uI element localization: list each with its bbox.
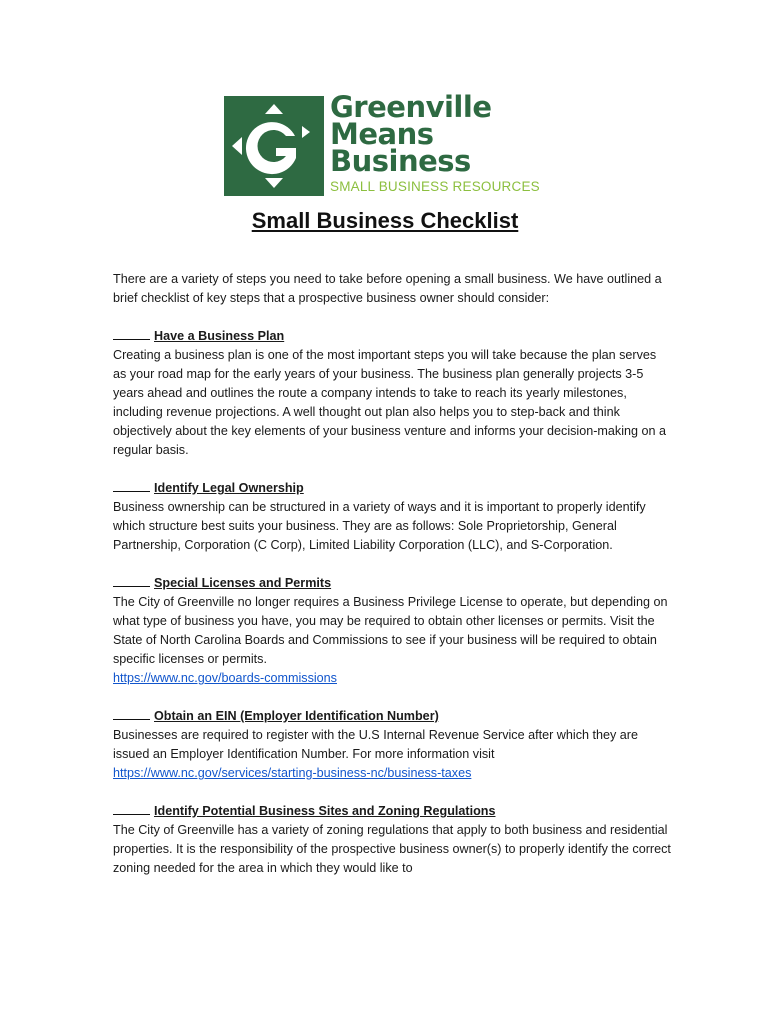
logo-tagline: SMALL BUSINESS RESOURCES xyxy=(330,179,540,194)
checkbox-blank xyxy=(113,327,150,340)
section-heading xyxy=(113,574,673,593)
logo-wordmark-line2: Means xyxy=(330,117,434,151)
checklist-item-legal-ownership xyxy=(113,479,673,555)
section-heading xyxy=(113,802,673,821)
intro-paragraph: There are a variety of steps you need to take before opening a small business. We have outlined a brief checklist of key steps that a prospective business owner should consider: xyxy=(113,272,662,305)
section-heading xyxy=(113,479,673,498)
section-title: Identify Legal Ownership xyxy=(154,481,304,495)
business-taxes-link[interactable]: https://www.nc.gov/services/starting-business-nc/business-taxes xyxy=(113,766,472,780)
section-body: Business ownership can be structured in a variety of ways and it is important to properly identify which structure best suits your business. They are as follows: Sole Proprietorship, General Partnership, Corporation (C Corp), Limited Liability Corporation (LLC), and S-Corporation. xyxy=(113,500,646,552)
section-title: Have a Business Plan xyxy=(154,329,285,343)
section-body: The City of Greenville no longer requires a Business Privilege License to operate, but depending on what type of business you have, you may be required to obtain other licenses or permits. Visit the State of North Carolina Boards and Commissions to see if your business will be required to obtain specific licenses or permits. xyxy=(113,595,668,666)
checkbox-blank xyxy=(113,802,150,815)
checkbox-blank xyxy=(113,707,150,720)
section-title: Special Licenses and Permits xyxy=(154,576,332,590)
section-body: Creating a business plan is one of the most important steps you will take because the plan serves as your road map for the early years of your business. The business plan generally projects 3-5 years ahead and outlines the route a company intends to take to reach its yearly milestones, including revenue projections. A well thought out plan also helps you to step-back and think objectively about the key elements of your business venture and informs your decision-making on a regular basis. xyxy=(113,348,667,457)
logo xyxy=(224,90,548,196)
logo-wordmark-line1: Greenville xyxy=(330,90,492,124)
checkbox-blank xyxy=(113,574,150,587)
section-heading xyxy=(113,707,673,726)
boards-commissions-link[interactable]: https://www.nc.gov/boards-commissions xyxy=(113,671,337,685)
checklist-item-business-plan xyxy=(113,327,673,460)
greenville-g-arrows-icon xyxy=(224,96,324,196)
section-title: Identify Potential Business Sites and Zoning Regulations xyxy=(154,804,496,818)
section-body: Businesses are required to register with the U.S Internal Revenue Service after which they are issued an Employer Identification Number. For more information visit xyxy=(113,728,639,761)
checklist-item-zoning xyxy=(113,802,673,878)
page-title: Small Business Checklist xyxy=(251,208,519,233)
section-body: The City of Greenville has a variety of zoning regulations that apply to both business and residential properties. It is the responsibility of the prospective business owner(s) to properly identify the correct zoning needed for the area in which they would like to xyxy=(113,823,671,875)
section-heading xyxy=(113,327,673,346)
logo-wordmark-line3: Business xyxy=(330,144,471,178)
checklist-item-licenses-permits xyxy=(113,574,673,688)
checkbox-blank xyxy=(113,479,150,492)
section-title: Obtain an EIN (Employer Identification Number) xyxy=(154,709,439,723)
document-body xyxy=(113,270,673,897)
checklist-item-ein xyxy=(113,707,673,783)
